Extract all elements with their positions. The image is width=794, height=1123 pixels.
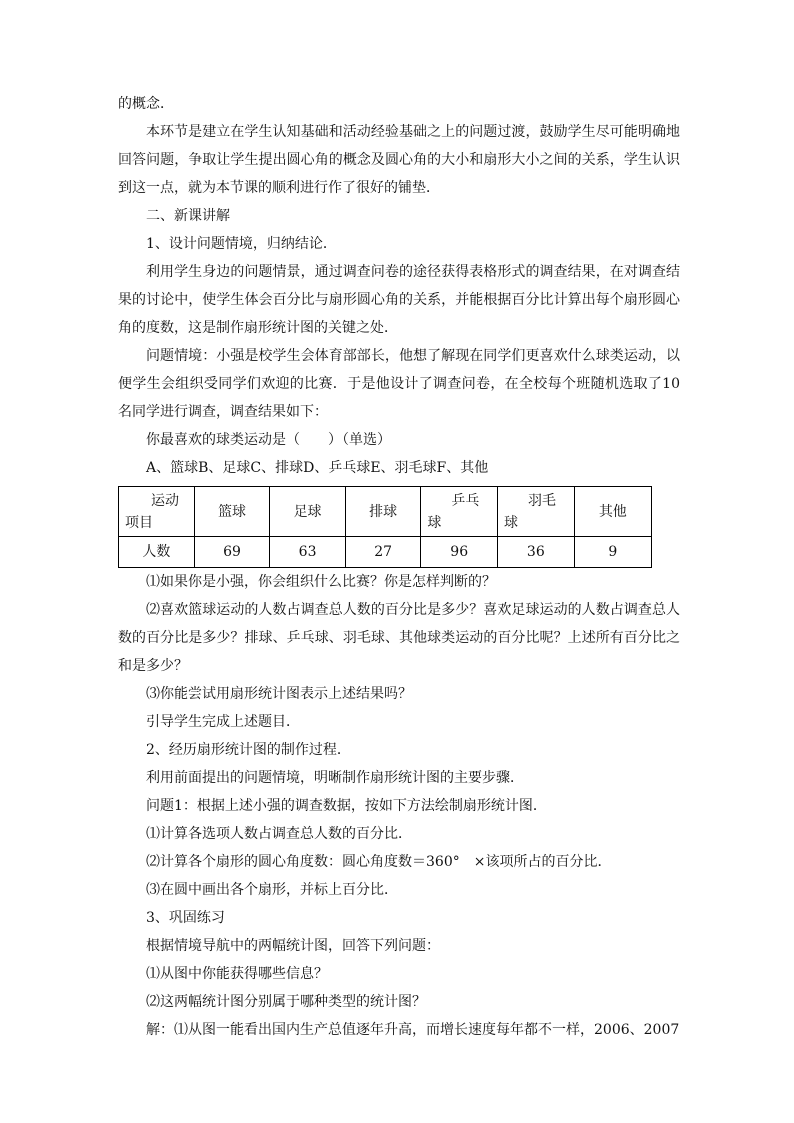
table-corner-cell [119,487,195,537]
table-cell: 63 [270,537,346,568]
paragraph: 引导学生完成上述题目． [146,714,300,730]
table-row [119,537,652,568]
header-part-top: 乒乓 [451,492,480,509]
section-heading: 二、新课讲解 [146,208,230,224]
header-part-bottom: 球 [504,514,519,531]
table-header-cell: 篮球 [194,487,270,537]
survey-table [118,486,652,568]
question-item: ⑴如果你是小强，你会组织什么比赛？你是怎样判断的？ [146,574,496,590]
table-cell: 27 [345,537,421,568]
question-item: ⑶你能尝试用扇形统计图表示上述结果吗？ [146,686,412,702]
table-header-cell: 足球 [270,487,346,537]
step-item: ⑴计算各选项人数占调查总人数的百分比． [146,826,412,842]
subsection-heading: 1、设计问题情境，归纳结论． [146,236,337,252]
document-page [118,90,680,1044]
step-item: ⑶在圆中画出各个扇形，并标上百分比． [146,882,398,898]
paragraph: 利用学生身边的问题情景，通过调查问卷的途径获得表格形式的调查结果，在对调查结果的讨论中，使学生体会百分比与扇形圆心角的关系，并能根据百分比计算出每个扇形圆心角的度数，这是制作扇形统计图的关键之处． [118,264,680,336]
subsection-heading: 2、经历扇形统计图的制作过程． [146,742,351,758]
table-header-cell [421,487,498,537]
paragraph: 利用前面提出的问题情境，明晰制作扇形统计图的主要步骤． [146,770,524,786]
table-header-cell: 其他 [574,487,651,537]
subsection-heading: 3、巩固练习 [146,910,225,926]
table-row-label: 人数 [119,537,195,568]
question-item: ⑴从图中你能获得哪些信息？ [146,966,328,982]
table-cell: 9 [574,537,651,568]
table-header-row [119,487,652,537]
header-part-bottom: 球 [427,514,442,531]
header-part-top: 羽毛 [528,492,557,509]
table-cell: 69 [194,537,270,568]
table-header-cell [498,487,575,537]
paragraph: 本环节是建立在学生认知基础和活动经验基础之上的问题过渡，鼓励学生尽可能明确地回答问题，争取让学生提出圆心角的概念及圆心角的大小和扇形大小之间的关系，学生认识到这一点，就为本节课的顺利进行作了很好的铺垫． [118,124,680,196]
paragraph: 根据情境导航中的两幅统计图，回答下列问题： [146,938,440,954]
options-line: A、篮球B、足球C、排球D、乒乓球E、羽毛球F、其他 [146,460,489,476]
corner-top-label: 运动 [151,492,179,509]
question-line: 你最喜欢的球类运动是（ ）（单选） [146,432,391,448]
corner-bottom-label: 项目 [125,514,153,531]
question-item: ⑵这两幅统计图分别属于哪种类型的统计图？ [146,994,426,1010]
table-cell: 36 [498,537,575,568]
table-header-cell: 排球 [345,487,421,537]
step-item: ⑵计算各个扇形的圆心角度数：圆心角度数＝360° ×该项所占的百分比． [146,854,612,870]
paragraph: 的概念． [118,96,174,112]
paragraph: 问题1：根据上述小强的调查数据，按如下方法绘制扇形统计图． [146,798,547,814]
answer-line: 解：⑴从图一能看出国内生产总值逐年升高，而增长速度每年都不一样，2006、2007 [146,1022,680,1038]
question-item: ⑵喜欢篮球运动的人数占调查总人数的百分比是多少？喜欢足球运动的人数占调查总人数的百分比是多少？排球、乒乓球、羽毛球、其他球类运动的百分比呢？上述所有百分比之和是多少？ [118,602,680,674]
table-cell: 96 [421,537,498,568]
paragraph: 问题情境：小强是校学生会体育部部长，他想了解现在同学们更喜欢什么球类运动，以便学生会组织受同学们欢迎的比赛．于是他设计了调查问卷，在全校每个班随机选取了10名同学进行调查，调查结果如下： [118,348,680,420]
